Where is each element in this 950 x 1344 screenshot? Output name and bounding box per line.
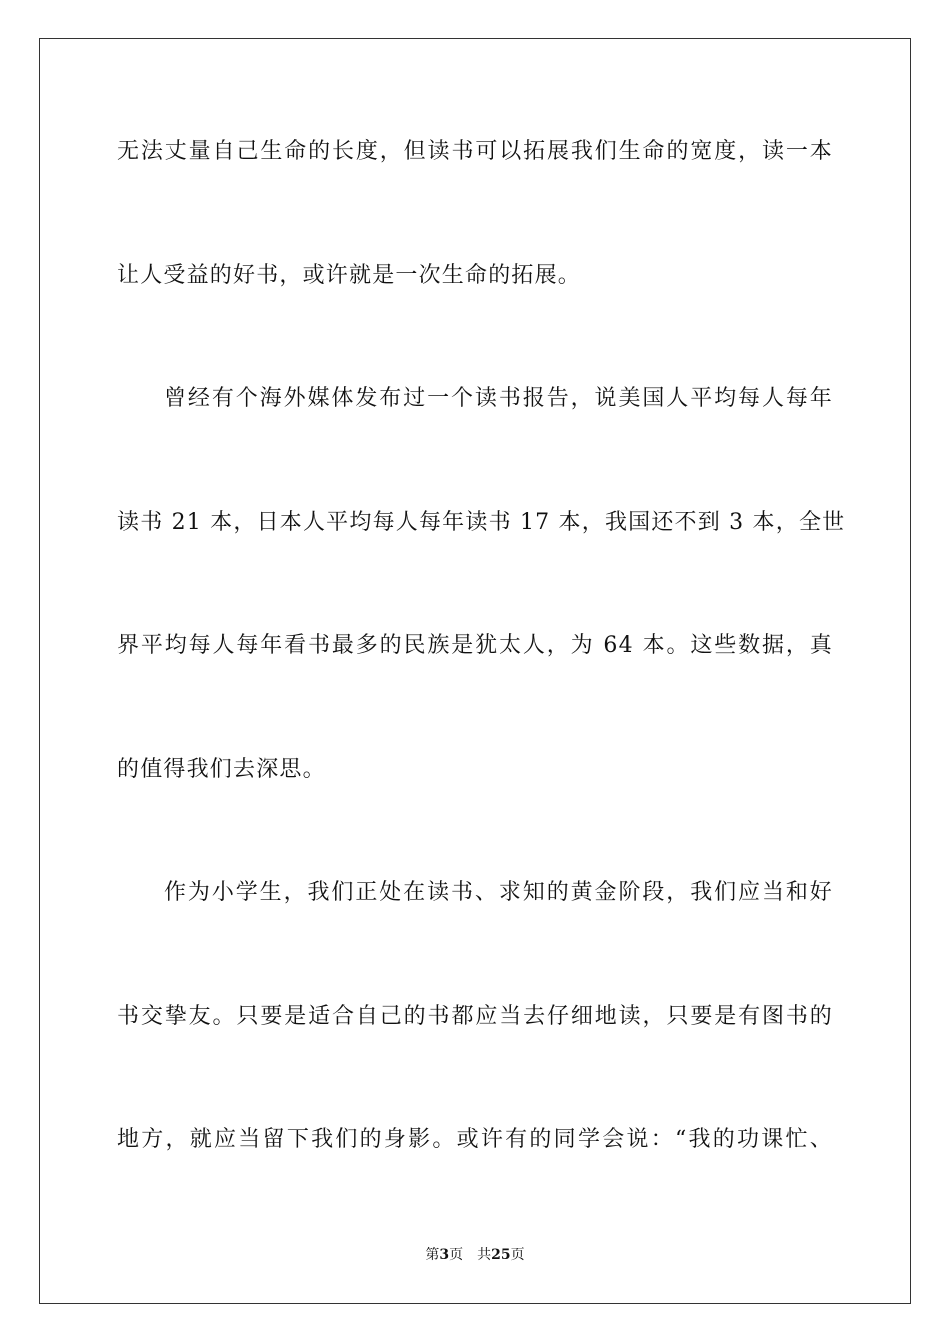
footer-page-prefix: 第	[425, 1247, 440, 1263]
text-line-1: 无法丈量自己生命的长度，但读书可以拓展我们生命的宽度，读一本	[117, 139, 833, 164]
text-line-8: 书交挚友。只要是适合自己的书都应当去仔细地读，只要是有图书的	[117, 1004, 833, 1029]
footer-total-pages: 25	[491, 1247, 511, 1263]
footer-page-number: 3	[439, 1247, 450, 1263]
text-line-3-paragraph-start: 曾经有个海外媒体发布过一个读书报告，说美国人平均每人每年	[164, 386, 833, 411]
footer-page-unit: 页	[449, 1247, 464, 1263]
text-line-7-paragraph-start: 作为小学生，我们正处在读书、求知的黄金阶段，我们应当和好	[164, 880, 833, 905]
page-footer	[0, 1246, 950, 1264]
footer-total-unit: 页	[510, 1247, 525, 1263]
text-line-6: 的值得我们去深思。	[117, 757, 326, 782]
text-line-2: 让人受益的好书，或许就是一次生命的拓展。	[117, 263, 582, 288]
page-border	[39, 38, 911, 1304]
text-line-9: 地方，就应当留下我们的身影。或许有的同学会说：“我的功课忙、	[117, 1127, 833, 1152]
footer-total-prefix: 共	[477, 1247, 492, 1263]
text-line-5: 界平均每人每年看书最多的民族是犹太人，为 64 本。这些数据，真	[117, 633, 833, 658]
text-line-4: 读书 21 本，日本人平均每人每年读书 17 本，我国还不到 3 本，全世	[117, 510, 846, 535]
